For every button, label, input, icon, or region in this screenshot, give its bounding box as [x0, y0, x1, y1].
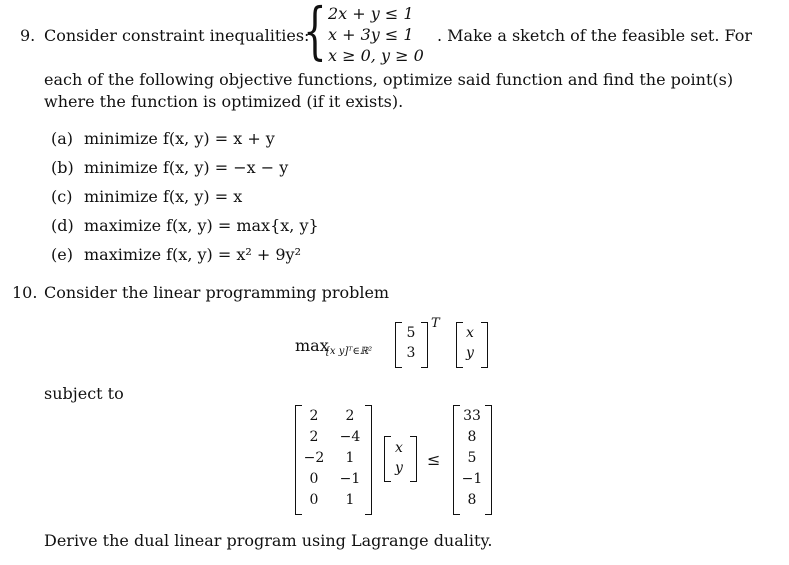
part-c-label: (c) — [51, 187, 73, 206]
rhs-right-bracket — [485, 405, 492, 515]
matrix-a-cell: 2 — [345, 408, 355, 424]
objective-var-y: y — [466, 345, 474, 361]
constraint-1: 2x + y ≤ 1 — [328, 4, 414, 23]
problem-9-line2: each of the following objective functions, optimize said function and find the point(s) — [44, 70, 734, 89]
matrix-a-cell: 0 — [309, 471, 319, 487]
transpose-superscript: T — [431, 316, 440, 331]
left-brace: { — [303, 0, 327, 67]
objective-subscript: [x y]ᵀ∈ℝ² — [326, 346, 373, 357]
problem-9-number: 9. — [20, 26, 36, 45]
part-d-label: (d) — [51, 216, 74, 235]
constraint-2: x + 3y ≤ 1 — [328, 25, 414, 44]
objective-var-x: x — [466, 325, 474, 341]
var-y: y — [395, 460, 403, 476]
var-x: x — [395, 440, 403, 456]
matrix-a-right-bracket — [365, 405, 372, 515]
part-b-label: (b) — [51, 158, 74, 177]
rhs-entry: 5 — [467, 450, 477, 466]
matrix-a-cell: 0 — [309, 492, 319, 508]
matrix-a-left-bracket — [295, 405, 302, 515]
c-vector-right-bracket — [421, 322, 428, 368]
rhs-entry: 8 — [467, 429, 477, 445]
matrix-a-cell: −1 — [339, 471, 361, 487]
part-e-text: maximize f(x, y) = x² + 9y² — [84, 245, 301, 264]
part-e-label: (e) — [51, 245, 73, 264]
rhs-entry: 8 — [467, 492, 477, 508]
problem-9-line3: where the function is optimized (if it exists). — [44, 92, 404, 111]
var-vector-right-bracket — [410, 436, 417, 482]
matrix-a-cell: −4 — [339, 429, 361, 445]
problem-9-after-system: . Make a sketch of the feasible set. For — [437, 26, 753, 45]
problem-10-number: 10. — [12, 283, 38, 302]
constraint-3: x ≥ 0, y ≥ 0 — [328, 46, 424, 65]
matrix-a-cell: 2 — [309, 408, 319, 424]
matrix-a-cell: 2 — [309, 429, 319, 445]
part-b-text: minimize f(x, y) = −x − y — [84, 158, 289, 177]
subject-to-label: subject to — [44, 384, 124, 403]
problem-10-intro: Consider the linear programming problem — [44, 283, 390, 302]
problem-9-intro: Consider constraint inequalities: — [44, 26, 310, 45]
rhs-entry: 33 — [463, 408, 481, 424]
c-vector-entry: 5 — [406, 325, 416, 341]
problem-10-conclusion: Derive the dual linear program using Lagrange duality. — [44, 531, 493, 550]
objective-var-right-bracket — [481, 322, 488, 368]
part-a-label: (a) — [51, 129, 74, 148]
less-equal-sign: ≤ — [427, 450, 441, 469]
matrix-a-cell: 1 — [345, 450, 355, 466]
rhs-entry: −1 — [461, 471, 483, 487]
matrix-a-cell: −2 — [303, 450, 325, 466]
c-vector-left-bracket — [395, 322, 402, 368]
c-vector-entry: 3 — [406, 345, 416, 361]
part-d-text: maximize f(x, y) = max{x, y} — [84, 216, 319, 235]
part-a-text: minimize f(x, y) = x + y — [84, 129, 275, 148]
matrix-a-cell: 1 — [345, 492, 355, 508]
part-c-text: minimize f(x, y) = x — [84, 187, 243, 206]
objective-max: max — [295, 336, 329, 355]
